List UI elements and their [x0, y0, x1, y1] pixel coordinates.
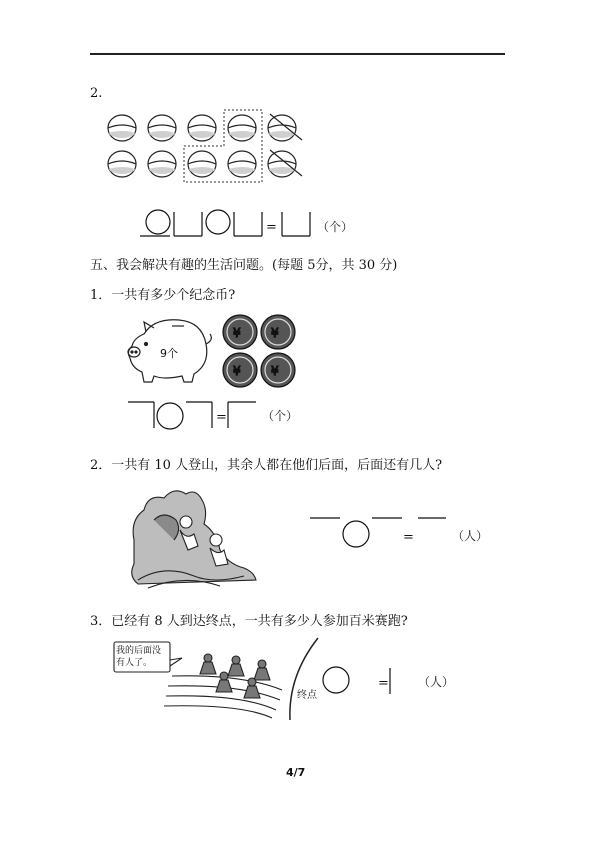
unit-label: （个） [317, 220, 354, 234]
mountain-climbers-illustration [124, 480, 274, 592]
problem-text: 3．已经有 8 人到达终点，一共有多少人参加百米赛跑? [90, 614, 408, 629]
coins-illustration [220, 312, 300, 392]
coin [261, 315, 295, 349]
page-number: 4/7 [286, 766, 306, 779]
ball-grid-figure [100, 108, 310, 188]
ball [228, 151, 256, 177]
svg-text:¥: ¥ [233, 326, 241, 340]
coin [261, 353, 295, 387]
ball [188, 115, 216, 141]
svg-text:¥: ¥ [271, 326, 279, 340]
equation-blanks [310, 516, 450, 550]
ball [108, 115, 136, 141]
piggy-bank-label: 9个 [160, 347, 178, 360]
equals-sign: = [266, 220, 277, 235]
problem-text: 2．一共有 10 人登山，其余人都在他们后面，后面还有几人? [90, 458, 443, 473]
question-number: 2. [90, 86, 103, 101]
svg-text:¥: ¥ [271, 364, 279, 378]
ball [108, 151, 136, 177]
svg-text:¥: ¥ [233, 364, 241, 378]
ball-crossed [268, 114, 302, 141]
ball [188, 151, 216, 177]
speech-bubble-text: 我的后面没有人了。 [116, 646, 162, 668]
finish-line-label: 终点 [297, 690, 317, 701]
unit-label: （个） [262, 409, 299, 423]
ball-crossed [268, 150, 302, 177]
section-title: 五、我会解决有趣的生活问题。(每题 5分，共 30 分) [90, 258, 398, 273]
coin [223, 315, 257, 349]
equals-sign: = [403, 530, 414, 545]
ball [148, 151, 176, 177]
equation-blanks [128, 400, 258, 432]
problem-text: 1．一共有多少个纪念币? [90, 288, 236, 303]
equals-sign: = [378, 676, 389, 691]
equation-blanks [140, 208, 315, 238]
unit-label: （人） [452, 529, 489, 543]
coin [223, 353, 257, 387]
header-rule [90, 53, 505, 55]
ball [148, 115, 176, 141]
ball [228, 115, 256, 141]
equation-blanks [318, 664, 418, 696]
equals-sign: = [216, 410, 227, 425]
unit-label: （人） [418, 675, 455, 689]
